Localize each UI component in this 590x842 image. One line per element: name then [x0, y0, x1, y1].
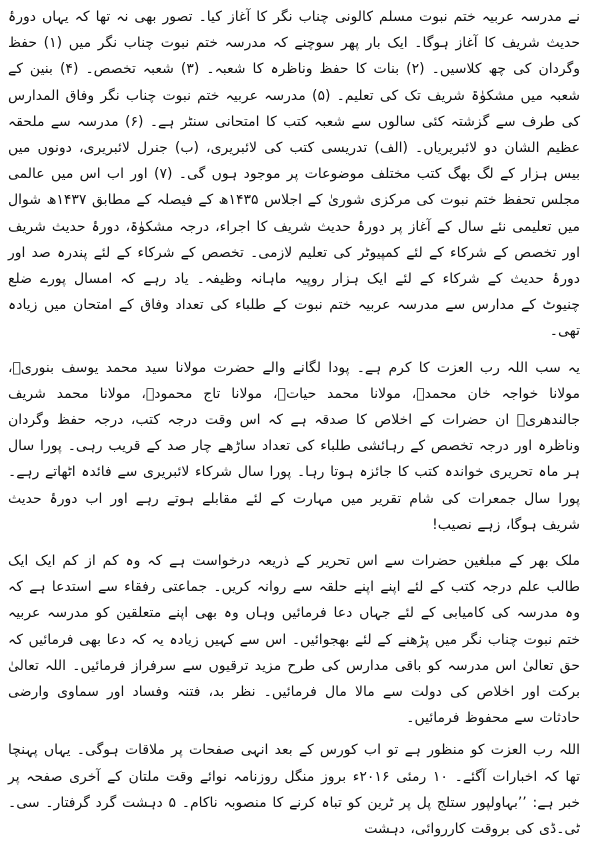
paragraph-news: اللہ رب العزت کو منظور ہے تو اب کورس کے بعد انہی صفحات پر ملاقات ہوگی۔ یہاں پہنچا تھا کہ اخبارات آگئے۔ ۱۰ رمئی ۲۰۱۶ء بروز منگل روزنامہ نوائے وقت ملتان کے آخری صفحہ پر خبر ہے: ’’بہاولپور ستلج پل پر ٹرین کو تباہ کرنے کا منصوبہ ناکام۔ ۵ دہشت گرد گرفتار۔ سی۔ٹی۔ڈی کی بروقت کارروائی، دہشت [8, 742, 580, 838]
paragraph-spacer [8, 345, 580, 355]
paragraph-gratitude: یہ سب اللہ رب العزت کا کرم ہے۔ پودا لگانے والے حضرت مولانا سید محمد یوسف بنوریؒ، مولانا خواجہ خان محمدؒ، مولانا محمد حیاتؒ، مولانا تاج محمودؒ، مولانا محمد شریف جالندھریؒ ان حضرات کے اخلاص کا صدقہ ہے کہ اس وقت درجہ کتب، درجہ حفظ وگردان وناظرہ اور درجہ تخصص کے رہائشی طلباء کی تعداد ساڑھے چار صد کے قریب رہی۔ پورا سال ہر ماہ تحریری خواندہ کتب کا جائزہ ہوتا رہا۔ پورا سال شرکاء لائبریری سے فائدہ اٹھاتے رہے۔ پورا سال جمعرات کی شام تقریر میں مہارت کے لئے مقابلے ہوتے رہے اور اب دورۂ حدیث شریف ہوگا، زہے نصیب! [8, 359, 580, 533]
paragraph-madrasa-history: نے مدرسہ عربیہ ختم نبوت مسلم کالونی چناب نگر کا آغاز کیا۔ تصور بھی نہ تھا کہ یہاں دورۂ حدیث شریف کا آغاز ہوگا۔ ایک بار پھر سوچنے کہ مدرسہ ختم نبوت چناب نگر میں (۱) حفظ وگردان کی چھ کلاسیں۔ (۲) بنات کا حفظ وناظرہ کا شعبہ۔ (۳) شعبہ تخصص۔ (۴) بنین کے شعبہ میں مشکوٰۃ شریف تک کی تعلیم۔ (۵) مدرسہ عربیہ ختم نبوت چناب نگر وفاق المدارس کی طرف سے گزشتہ کئی سالوں سے شعبہ کتب کا امتحانی سنٹر ہے۔ (۶) مدرسہ سے ملحقہ عظیم الشان دو لائبریریاں۔ (الف) تدریسی کتب کی لائبریری، (ب) جنرل لائبریری، دونوں میں بیس ہزار کے لگ بھگ کتب مختلف موضوعات پر موجود ہوں گی۔ (۷) اور اب اس میں عالمی مجلس تحفظ ختم نبوت کی مرکزی شوریٰ کے اجلاس ۱۴۳۵ھ کے فیصلہ کے مطابق ۱۴۳۷ھ شوال میں تعلیمی نئے سال کے آغاز پر دورۂ حدیث شریف کا اجراء، درجہ مشکوٰۃ، دورۂ حدیث شریف اور تخصص کے شرکاء کے لئے کمپیوٹر کی تعلیم لازمی۔ تخصص کے شرکاء کے لئے پندرہ صد اور دورۂ حدیث کے شرکاء کے لئے ایک ہزار روپیہ ماہانہ وظیفہ۔ یاد رہے کہ امسال پورے ضلع چنیوٹ کے مدارس سے مدرسہ عربیہ ختم نبوت کے طلباء کی تعداد وفاق کے امتحان میں زیادہ تھی۔ [8, 9, 581, 340]
paragraph-spacer [8, 538, 580, 548]
article-page [8, 4, 581, 838]
paragraph-appeal: ملک بھر کے مبلغین حضرات سے اس تحریر کے ذریعہ درخواست ہے کہ وہ کم از کم ایک ایک طالب علم درجہ کتب کے لئے اپنے اپنے حلقہ سے روانہ کریں۔ جماعتی رفقاء سے استدعا ہے کہ وہ مدرسہ کی کامیابی کے لئے جہاں دعا فرمائیں وہاں وہ بھی اپنے متعلقین کو مدرسہ عربیہ ختم نبوت چناب نگر میں پڑھنے کے لئے بھجوائیں۔ اس سے کہیں زیادہ یہ کہ دعا بھی فرمائیں کہ حق تعالیٰ اس مدرسہ کو باقی مدارس کی طرح مزید ترقیوں سے سرفراز فرمائیں۔ اللہ تعالیٰ برکت اور اخلاص کی دولت سے مالا مال فرمائیں۔ نظر بد، فتنہ وفساد اور سماوی وارضی حادثات سے محفوظ فرمائیں۔ [8, 553, 580, 727]
